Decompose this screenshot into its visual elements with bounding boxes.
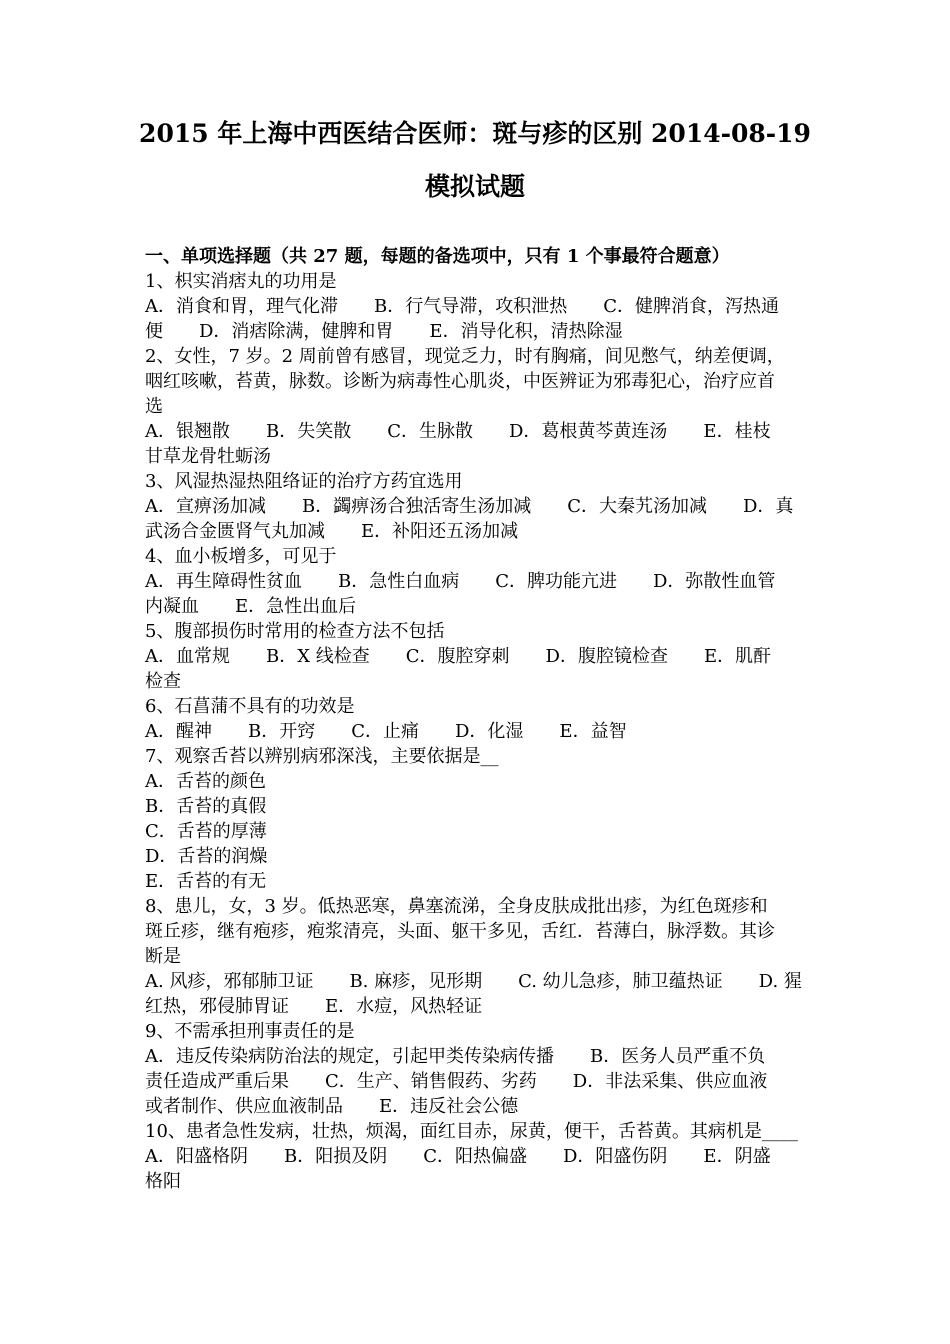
text-line: 便 D．消痞除满，健脾和胃 E．消导化积，清热除湿: [145, 321, 623, 342]
text-line: 4、血小板增多，可见于: [145, 546, 337, 567]
text-line: 2、女性，7 岁。2 周前曾有感冒，现觉乏力，时有胸痛，间见憋气，纳差便调，: [145, 346, 785, 367]
section-heading: 一、单项选择题（共 27 题，每题的备选项中，只有 1 个事最符合题意）: [145, 246, 730, 267]
text-line: A．银翘散 B．失笑散 C．生脉散 D．葛根黄芩黄连汤 E．桂枝: [145, 421, 771, 442]
text-line: 或者制作、供应血液制品 E．违反社会公德: [145, 1096, 519, 1117]
question-list: [145, 269, 815, 1194]
text-line: A．阳盛格阴 B．阳损及阴 C．阳热偏盛 D．阳盛伤阴 E．阴盛: [145, 1146, 771, 1167]
text-line: 5、腹部损伤时常用的检查方法不包括: [145, 621, 445, 642]
text-line: 6、石菖蒲不具有的功效是: [145, 696, 355, 717]
text-line: 9、不需承担刑事责任的是: [145, 1021, 355, 1042]
text-line: C．舌苔的厚薄: [145, 821, 267, 842]
text-line: 甘草龙骨牡蛎汤: [145, 446, 271, 467]
text-line: B．舌苔的真假: [145, 796, 267, 817]
text-line: 选: [145, 396, 163, 417]
text-line: 1、枳实消痞丸的功用是: [145, 271, 337, 292]
text-line: E．舌苔的有无: [145, 871, 267, 892]
text-line: A．消食和胃，理气化滞 B．行气导滞，攻积泄热 C．健脾消食，泻热通: [145, 296, 779, 317]
text-line: 检查: [145, 671, 181, 692]
text-line: A．舌苔的颜色: [145, 771, 266, 792]
text-line: A．血常规 B．X 线检查 C．腹腔穿刺 D．腹腔镜检查 E．肌酐: [145, 646, 772, 667]
text-line: 7、观察舌苔以辨别病邪深浅，主要依据是__: [145, 746, 499, 767]
text-line: 红热，邪侵肺胃证 E．水痘，风热轻证: [145, 996, 483, 1017]
text-line: 武汤合金匮肾气丸加减 E．补阳还五汤加减: [145, 521, 519, 542]
document-title-line-2: 模拟试题: [424, 172, 525, 201]
exam-content: [145, 244, 815, 1194]
document-title-line-1: 2015 年上海中西医结合医师：斑与疹的区别 2014-08-19: [139, 119, 811, 148]
text-line: 10、患者急性发病，壮热，烦渴，面红目赤，尿黄，便干，舌苔黄。其病机是____: [145, 1121, 798, 1142]
text-line: D．舌苔的润燥: [145, 846, 268, 867]
text-line: 咽红咳嗽，苔黄，脉数。诊断为病毒性心肌炎，中医辨证为邪毒犯心，治疗应首: [145, 371, 775, 392]
text-line: A．宣痹汤加减 B．蠲痹汤合独活寄生汤加减 C．大秦艽汤加减 D．真: [145, 496, 794, 517]
text-line: 斑丘疹，继有疱疹，疱浆清亮，头面、躯干多见，舌红．苔薄白，脉浮数。其诊: [145, 921, 775, 942]
text-line: A．再生障碍性贫血 B．急性白血病 C．脾功能亢进 D．弥散性血管: [145, 571, 776, 592]
text-line: A．违反传染病防治法的规定，引起甲类传染病传播 B．医务人员严重不负: [145, 1046, 766, 1067]
text-line: 格阳: [145, 1171, 181, 1192]
text-line: 断是: [145, 946, 181, 967]
text-line: 责任造成严重后果 C．生产、销售假药、劣药 D．非法采集、供应血液: [145, 1071, 768, 1092]
text-line: 内凝血 E．急性出血后: [145, 596, 357, 617]
text-line: 8、患儿，女，3 岁。低热恶寒，鼻塞流涕，全身皮肤成批出疹，为红色斑疹和: [145, 896, 768, 917]
text-line: 3、风湿热湿热阻络证的治疗方药宜选用: [145, 471, 463, 492]
text-line: A. 风疹，邪郁肺卫证 B. 麻疹，见形期 C. 幼儿急疹，肺卫蕴热证 D. 猩: [145, 971, 802, 992]
text-line: A．醒神 B．开窍 C．止痛 D．化湿 E．益智: [145, 721, 627, 742]
